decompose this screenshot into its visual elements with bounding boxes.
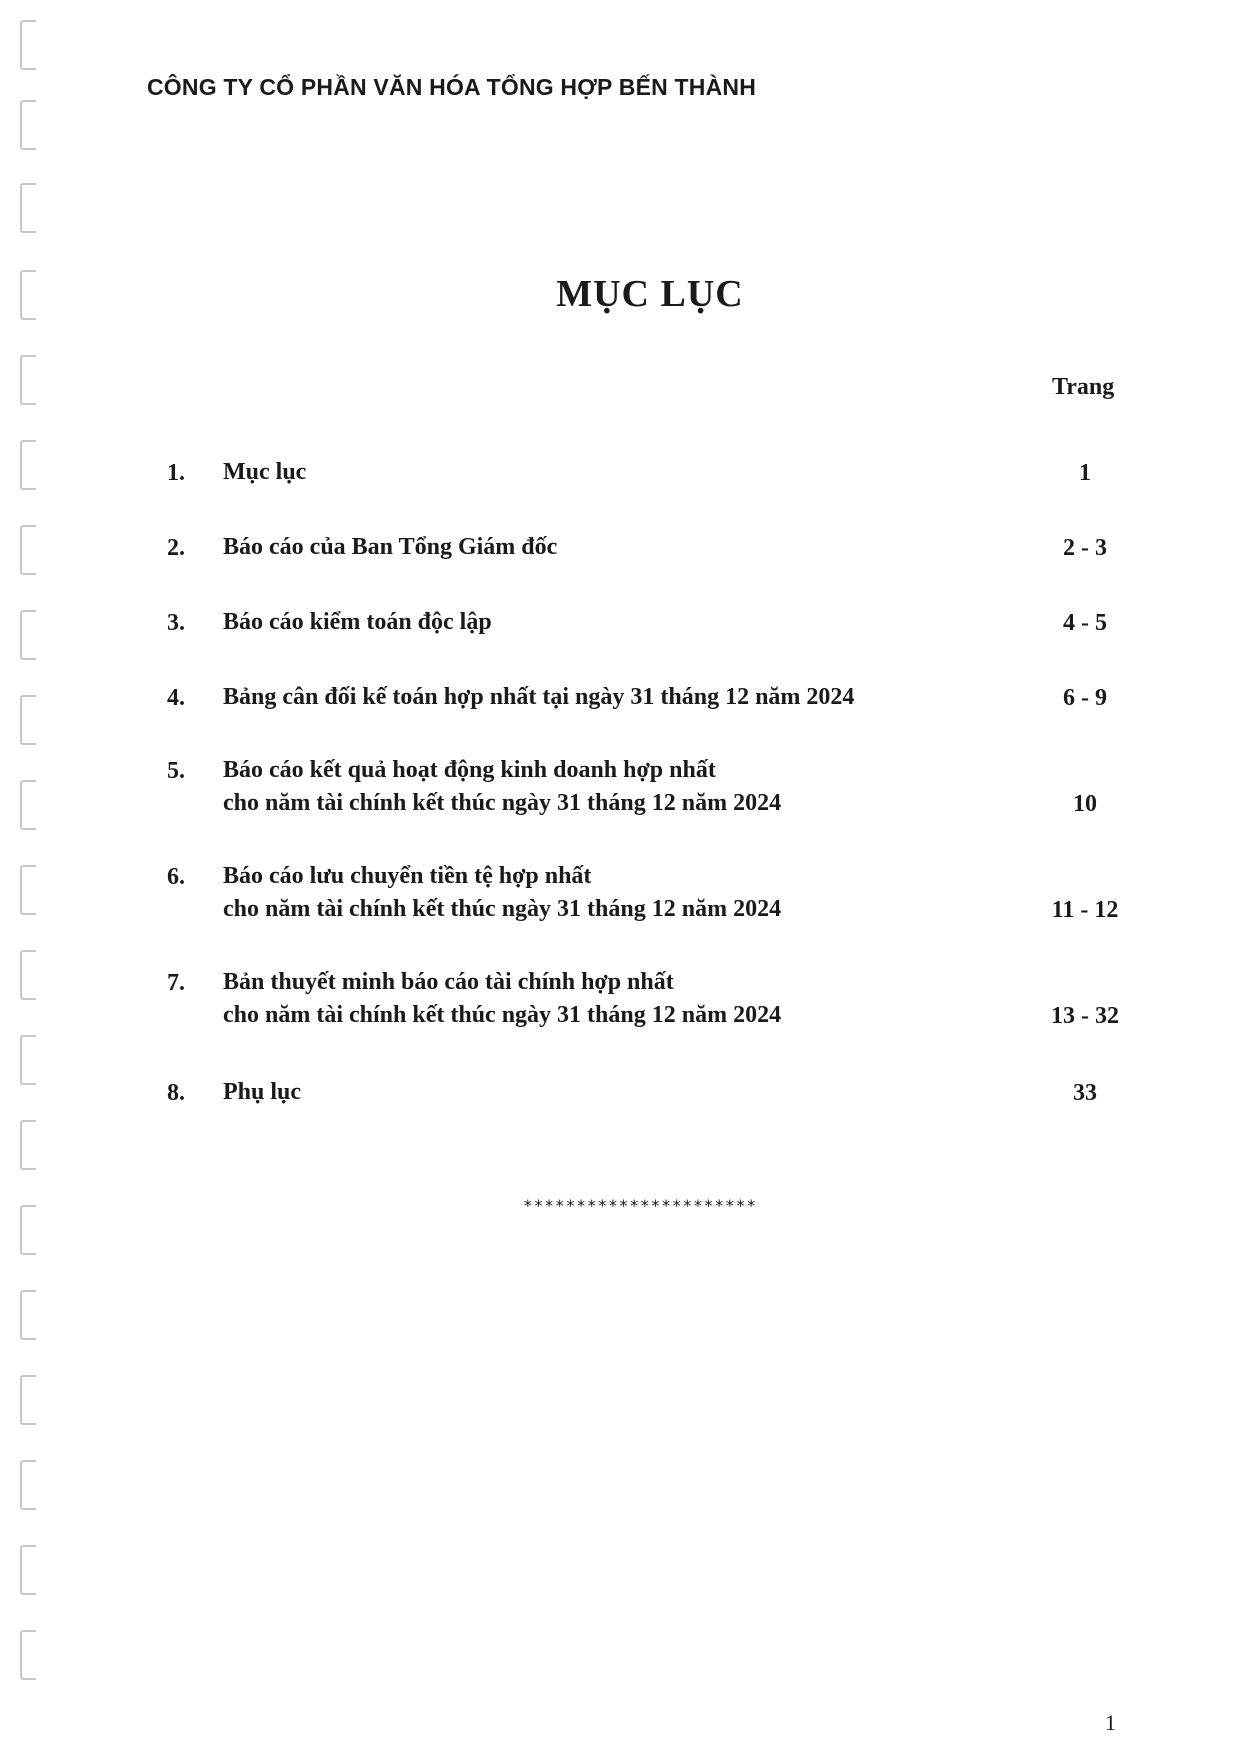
toc-item-number: 2. <box>167 535 185 561</box>
binding-mark <box>20 865 36 915</box>
binding-mark <box>20 1120 36 1170</box>
toc-item-page: 10 <box>1073 791 1097 817</box>
binding-mark <box>20 1035 36 1085</box>
toc-item-page: 2 - 3 <box>1063 535 1107 561</box>
binding-mark <box>20 100 36 150</box>
binding-mark <box>20 355 36 405</box>
toc-item-page: 4 - 5 <box>1063 610 1107 636</box>
page-number: 1 <box>1105 1710 1116 1735</box>
binding-mark <box>20 440 36 490</box>
toc-item-number: 1. <box>167 460 185 486</box>
toc-item-number: 8. <box>167 1080 185 1106</box>
binding-mark <box>20 183 36 233</box>
binding-mark <box>20 695 36 745</box>
separator: ********************** <box>523 1196 757 1215</box>
toc-item-page: 33 <box>1073 1080 1097 1106</box>
toc-item-title: Bản thuyết minh báo cáo tài chính hợp nhất <box>223 969 674 995</box>
binding-mark <box>20 1630 36 1680</box>
toc-item-title: Mục lục <box>223 459 307 485</box>
binding-mark <box>20 1290 36 1340</box>
toc-item-page: 6 - 9 <box>1063 685 1107 711</box>
toc-item-page: 1 <box>1079 460 1091 486</box>
toc-item-page: 13 - 32 <box>1051 1003 1119 1029</box>
binding-mark <box>20 950 36 1000</box>
toc-item-number: 4. <box>167 685 185 711</box>
toc-item-title: Báo cáo kiểm toán độc lập <box>223 609 492 635</box>
binding-mark <box>20 1545 36 1595</box>
toc-item-title: Phụ lục <box>223 1079 302 1105</box>
binding-mark <box>20 610 36 660</box>
binding-mark <box>20 1460 36 1510</box>
toc-item-page: 11 - 12 <box>1051 897 1119 923</box>
binding-mark <box>20 525 36 575</box>
toc-item-subtitle: cho năm tài chính kết thúc ngày 31 tháng 12 năm 2024 <box>223 1002 782 1028</box>
toc-item-title: Báo cáo lưu chuyển tiền tệ hợp nhất <box>223 863 592 889</box>
binding-holes <box>0 0 60 1754</box>
toc-item-subtitle: cho năm tài chính kết thúc ngày 31 tháng 12 năm 2024 <box>223 790 782 816</box>
toc-item-number: 7. <box>167 970 185 996</box>
toc-item-title: Bảng cân đối kế toán hợp nhất tại ngày 31 tháng 12 năm 2024 <box>223 684 855 710</box>
binding-mark <box>20 1375 36 1425</box>
binding-mark <box>20 20 36 70</box>
page-title: MỤC LỤC <box>556 273 744 315</box>
page-column-header: Trang <box>1052 374 1115 400</box>
toc-item-number: 3. <box>167 610 185 636</box>
company-name: CÔNG TY CỔ PHẦN VĂN HÓA TỔNG HỢP BẾN THÀNH <box>147 74 757 100</box>
toc-item-subtitle: cho năm tài chính kết thúc ngày 31 tháng 12 năm 2024 <box>223 896 782 922</box>
toc-item-number: 5. <box>167 758 185 784</box>
toc-item-title: Báo cáo của Ban Tổng Giám đốc <box>223 534 558 560</box>
toc-item-number: 6. <box>167 864 185 890</box>
binding-mark <box>20 780 36 830</box>
toc-item-title: Báo cáo kết quả hoạt động kinh doanh hợp nhất <box>223 757 716 783</box>
